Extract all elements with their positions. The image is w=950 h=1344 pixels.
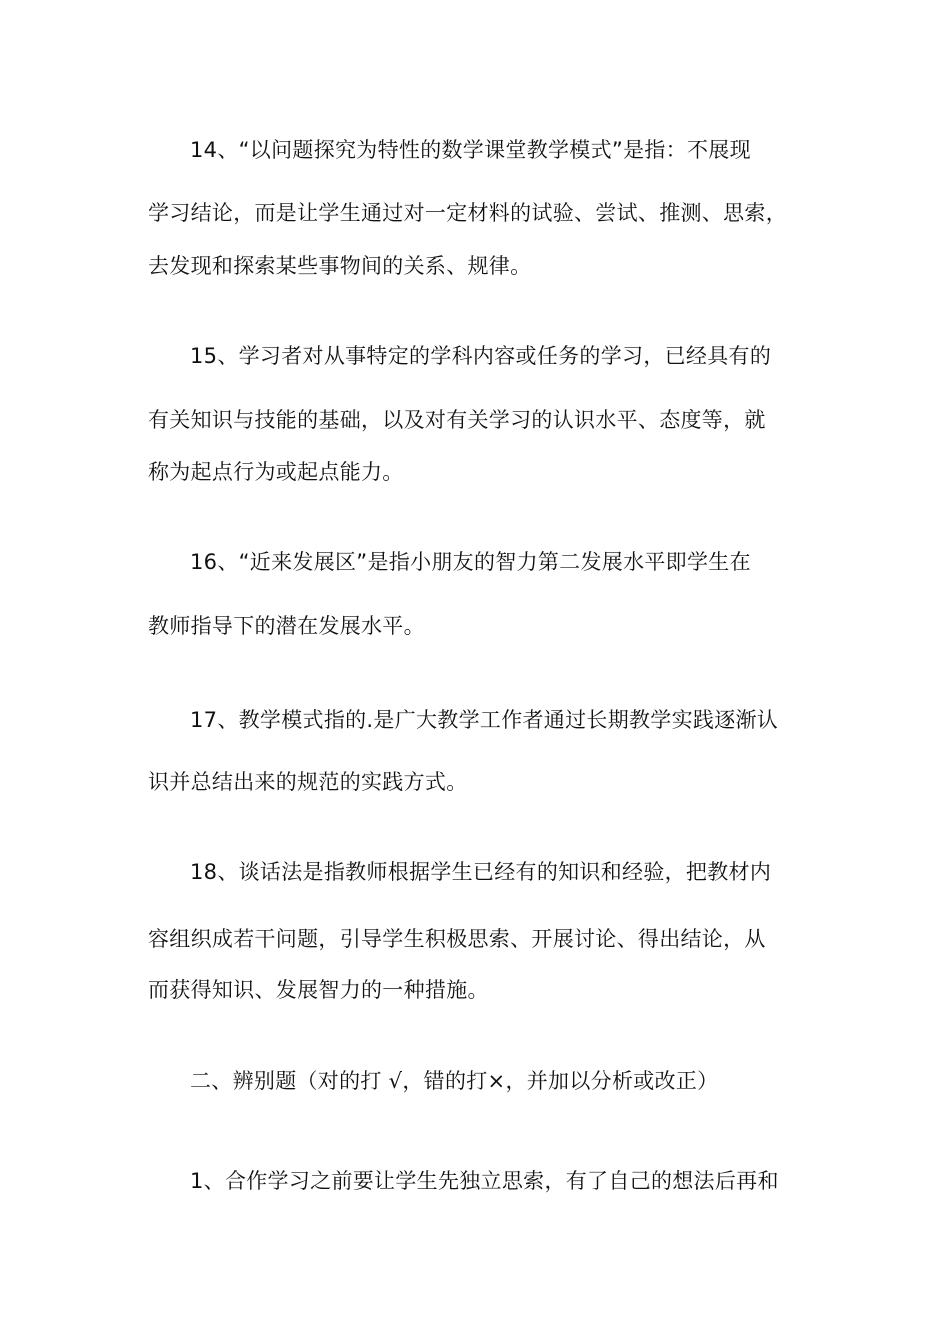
paragraph-16-line-1: 16、“近来发展区”是指小朋友的智力第二发展水平即学生在 [190,550,751,574]
paragraph-16-line-2: 教师指导下的潜在发展水平。 [148,614,425,638]
paragraph-14-line-1: 14、“以问题探究为特性的数学课堂教学模式”是指：不展现 [190,138,751,162]
paragraph-14-line-2: 学习结论，而是让学生通过对一定材料的试验、尝试、推测、思索， [148,201,787,225]
paragraph-15-line-3: 称为起点行为或起点能力。 [148,460,404,484]
section-2-heading: 二、辨别题（对的打 √，错的打×，并加以分析或改正） [190,1069,719,1093]
paragraph-17-line-2: 识并总结出来的规范的实践方式。 [148,770,468,794]
paragraph-18-line-2: 容组织成若干问题，引导学生积极思索、开展讨论、得出结论，从 [148,927,766,951]
paragraph-17-line-1: 17、教学模式指的.是广大教学工作者通过长期教学实践逐渐认 [190,708,779,732]
question-1-line-1: 1、合作学习之前要让学生先独立思索，有了自己的想法后再和 [190,1169,779,1193]
paragraph-18-line-1: 18、谈话法是指教师根据学生已经有的知识和经验，把教材内 [190,860,772,884]
paragraph-18-line-3: 而获得知识、发展智力的一种措施。 [148,978,489,1002]
paragraph-15-line-1: 15、学习者对从事特定的学科内容或任务的学习，已经具有的 [190,344,772,368]
paragraph-15-line-2: 有关知识与技能的基础，以及对有关学习的认识水平、态度等，就 [148,408,766,432]
paragraph-14-line-3: 去发现和探索某些事物间的关系、规律。 [148,254,532,278]
